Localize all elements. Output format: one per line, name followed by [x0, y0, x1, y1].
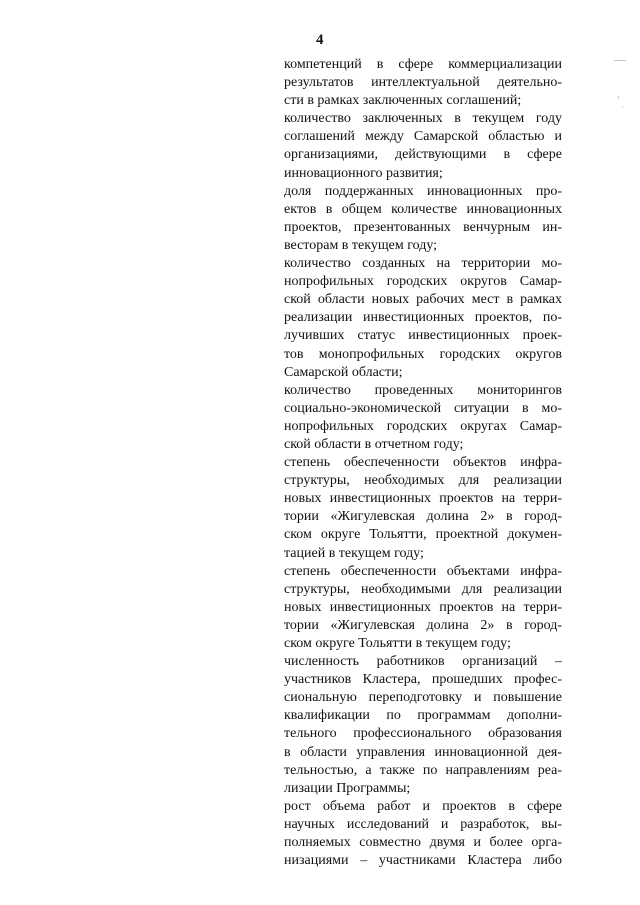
text-line: компетенций в сфере коммерциализации	[284, 57, 562, 72]
body-text	[284, 56, 562, 870]
text-line: социально-экономической ситуации в мо-	[284, 400, 562, 416]
text-line: структуры, необходимыми для реализации	[284, 581, 562, 597]
text-line: ской области в отчетном году;	[284, 436, 464, 452]
text-line: тельного профессионального образования	[284, 726, 562, 742]
text-line: полняемых совместно двумя и более орга-	[284, 835, 562, 851]
text-line: ской области новых рабочих мест в рамках	[284, 292, 562, 308]
text-line: степень обеспеченности объектов инфра-	[284, 455, 562, 471]
text-line: весторам в текущем году;	[284, 237, 438, 253]
scan-artifact	[622, 106, 623, 108]
text-line: ектов в общем количестве инновационных	[284, 201, 562, 217]
page-number: 4	[316, 32, 324, 48]
text-line: количество заключенных в текущем году	[284, 111, 562, 127]
text-line: квалификации по программам дополни-	[284, 708, 562, 724]
text-line: нопрофильных городских округов Самар-	[284, 274, 562, 290]
text-line: тацией в текущем году;	[284, 545, 424, 561]
text-line: сти в рамках заключенных соглашений;	[284, 93, 522, 109]
text-line: ском округе Тольятти в текущем году;	[284, 636, 511, 651]
text-line: нопрофильных городских округах Самар-	[284, 418, 562, 434]
text-line: количество созданных на территории мо-	[284, 256, 562, 272]
text-line: ском округе Тольятти, проектной докумен-	[284, 527, 562, 543]
text-line: количество проведенных мониторингов	[284, 382, 562, 398]
text-line: тельностью, а также по направлениям реа-	[284, 762, 562, 778]
text-line: проектов, презентованных венчурным ин-	[284, 219, 562, 235]
text-line: организациями, действующими в сфере	[284, 147, 562, 163]
scan-artifact	[618, 96, 619, 99]
text-line: лучивших статус инвестиционных проек-	[284, 328, 562, 344]
text-line: инновационного развития;	[284, 165, 443, 181]
text-line: степень обеспеченности объектами инфра-	[284, 563, 562, 579]
text-line: структуры, необходимых для реализации	[284, 473, 562, 489]
text-line: тории «Жигулевская долина 2» в город-	[284, 617, 562, 633]
text-line: низациями – участниками Кластера либо	[284, 853, 562, 869]
text-line: результатов интеллектуальной деятельно-	[284, 75, 562, 91]
text-line: численность работников организаций –	[284, 654, 562, 670]
text-line: новых инвестиционных проектов на терри-	[284, 599, 562, 615]
text-line: соглашений между Самарской областью и	[284, 129, 562, 145]
text-line: сиональную переподготовку и повышение	[284, 690, 562, 706]
text-line: доля поддержанных инновационных про-	[284, 183, 562, 199]
text-line: новых инвестиционных проектов на терри-	[284, 491, 562, 507]
text-line: тории «Жигулевская долина 2» в город-	[284, 509, 562, 525]
text-line: в области управления инновационной дея-	[284, 744, 562, 760]
text-line: Самарской области;	[284, 364, 403, 380]
text-line: участников Кластера, прошедших профес-	[284, 672, 562, 688]
text-line: лизации Программы;	[284, 780, 411, 796]
scan-artifact	[614, 60, 626, 61]
text-line: тов монопрофильных городских округов	[284, 346, 562, 362]
text-line: рост объема работ и проектов в сфере	[284, 798, 562, 814]
text-line: научных исследований и разработок, вы-	[284, 816, 562, 832]
text-line: реализации инвестиционных проектов, по-	[284, 310, 562, 326]
